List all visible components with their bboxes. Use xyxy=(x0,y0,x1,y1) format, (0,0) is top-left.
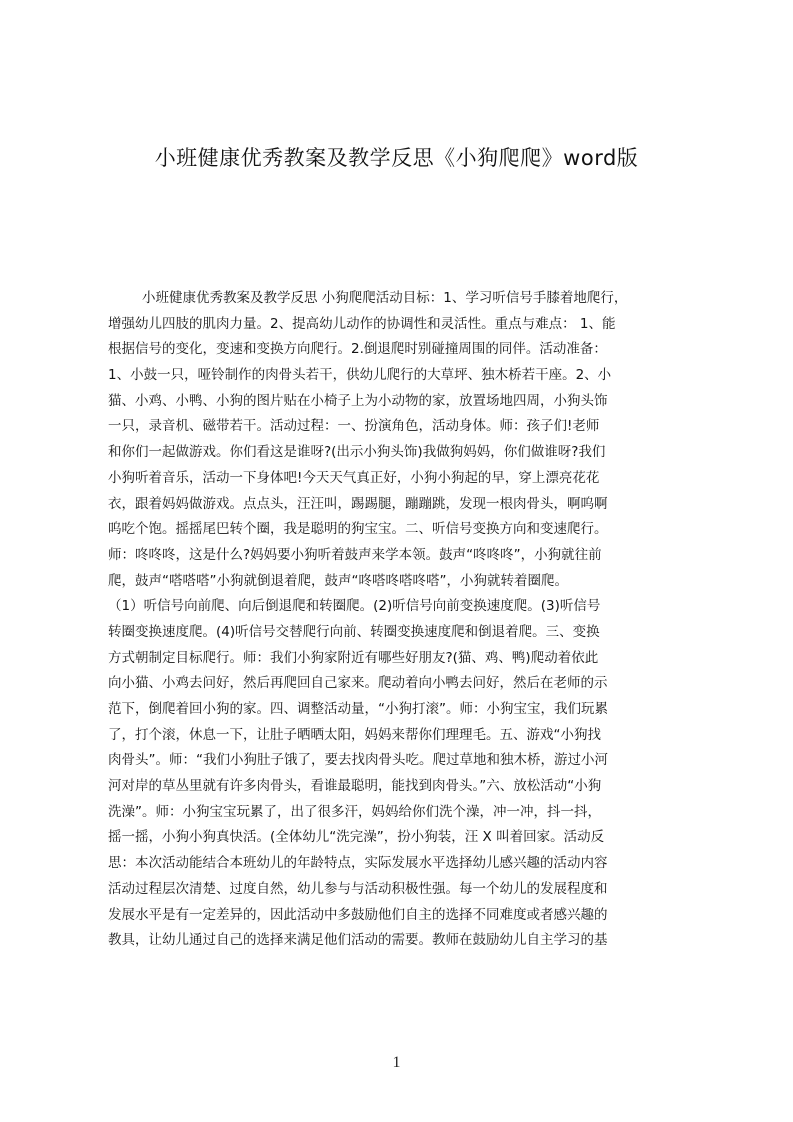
body-line: 转圈变换速度爬。(4)听信号交替爬行向前、转圈变换速度爬和倒退着爬。三、变换 xyxy=(108,623,600,640)
body-line: 洗澡”。师：小狗宝宝玩累了，出了很多汗，妈妈给你们洗个澡，冲一冲，抖一抖， xyxy=(108,803,601,820)
body-line: 了，打个滚，休息一下，让肚子晒晒太阳，妈妈来帮你们理理毛。五、游戏“小狗找 xyxy=(108,726,601,743)
body-line: 爬，鼓声“嗒嗒嗒”小狗就倒退着爬，鼓声“咚嗒咚嗒咚嗒”，小狗就转着圈爬。 xyxy=(108,572,568,589)
body-line: 小狗听着音乐，活动一下身体吧!今天天气真正好，小狗小狗起的早，穿上漂亮花花 xyxy=(108,469,600,486)
body-line: 方式朝制定目标爬行。师：我们小狗家附近有哪些好朋友?(猫、鸡、鸭)爬动着依此 xyxy=(108,649,599,666)
body-line: 猫、小鸡、小鸭、小狗的图片贴在小椅子上为小动物的家，放置场地四周，小狗头饰 xyxy=(108,392,608,409)
body-line: 肉骨头”。师：“我们小狗肚子饿了，要去找肉骨头吃。爬过草地和独木桥，游过小河 xyxy=(108,752,608,769)
body-line: 范下，倒爬着回小狗的家。四、调整活动量，“小狗打滚”。师：小狗宝宝，我们玩累 xyxy=(108,701,608,717)
body-line: 摇一摇，小狗小狗真快活。(全体幼儿“洗完澡”，扮小狗装，汪 X 叫着回家。活动反 xyxy=(108,829,605,846)
page-number: 1 xyxy=(392,1054,401,1071)
body-line: 师：咚咚咚，这是什么?妈妈要小狗听着鼓声来学本领。鼓声“咚咚咚”，小狗就往前 xyxy=(108,546,602,563)
body-line: 和你们一起做游戏。你们看这是谁呀?(出示小狗头饰)我做狗妈妈，你们做谁呀?我们 xyxy=(108,444,606,461)
body-line: 河对岸的草丛里就有许多肉骨头，看谁最聪明，能找到肉骨头。”六、放松活动“小狗 xyxy=(108,778,602,795)
body-line: 教具，让幼儿通过自己的选择来满足他们活动的需要。教师在鼓励幼儿自主学习的基 xyxy=(108,932,608,949)
body-line: 发展水平是有一定差异的，因此活动中多鼓励他们自主的选择不同难度或者感兴趣的 xyxy=(108,906,608,923)
body-line: 衣，跟着妈妈做游戏。点点头，汪汪叫，踢踢腿，蹦蹦跳，发现一根肉骨头，啊呜啊 xyxy=(108,495,608,512)
body-line: （1）听信号向前爬、向后倒退爬和转圈爬。(2)听信号向前变换速度爬。(3)听信号 xyxy=(108,598,601,615)
body-line: 呜吃个饱。摇摇尾巴转个圈，我是聪明的狗宝宝。二、听信号变换方向和变速爬行。 xyxy=(108,521,608,538)
body-line: 1、小鼓一只，哑铃制作的肉骨头若干，供幼儿爬行的大草坪、独木桥若干座。2、小 xyxy=(108,367,612,384)
body-line: 增强幼儿四肢的肌肉力量。2、提高幼儿动作的协调性和灵活性。重点与难点： 1、能 xyxy=(108,315,616,332)
body-line: 向小猫、小鸡去问好，然后再爬回自己家来。爬动着向小鸭去问好，然后在老师的示 xyxy=(108,675,608,692)
body-line: 活动过程层次清楚、过度自然，幼儿参与与活动积极性强。每一个幼儿的发展程度和 xyxy=(108,880,608,897)
body-line: 小班健康优秀教案及教学反思 小狗爬爬活动目标：1、学习听信号手膝着地爬行， xyxy=(142,290,628,306)
document-body xyxy=(108,286,700,1006)
body-line: 思：本次活动能结合本班幼儿的年龄特点，实际发展水平选择幼儿感兴趣的活动内容 xyxy=(108,855,608,872)
body-line: 根据信号的变化，变速和变换方向爬行。2.倒退爬时别碰撞周围的同伴。活动准备： xyxy=(108,341,607,358)
document-title: 小班健康优秀教案及教学反思《小狗爬爬》word版 xyxy=(154,146,639,170)
body-line: 一只，录音机、磁带若干。活动过程：一、扮演角色，活动身体。师：孩子们!老师 xyxy=(108,418,600,435)
